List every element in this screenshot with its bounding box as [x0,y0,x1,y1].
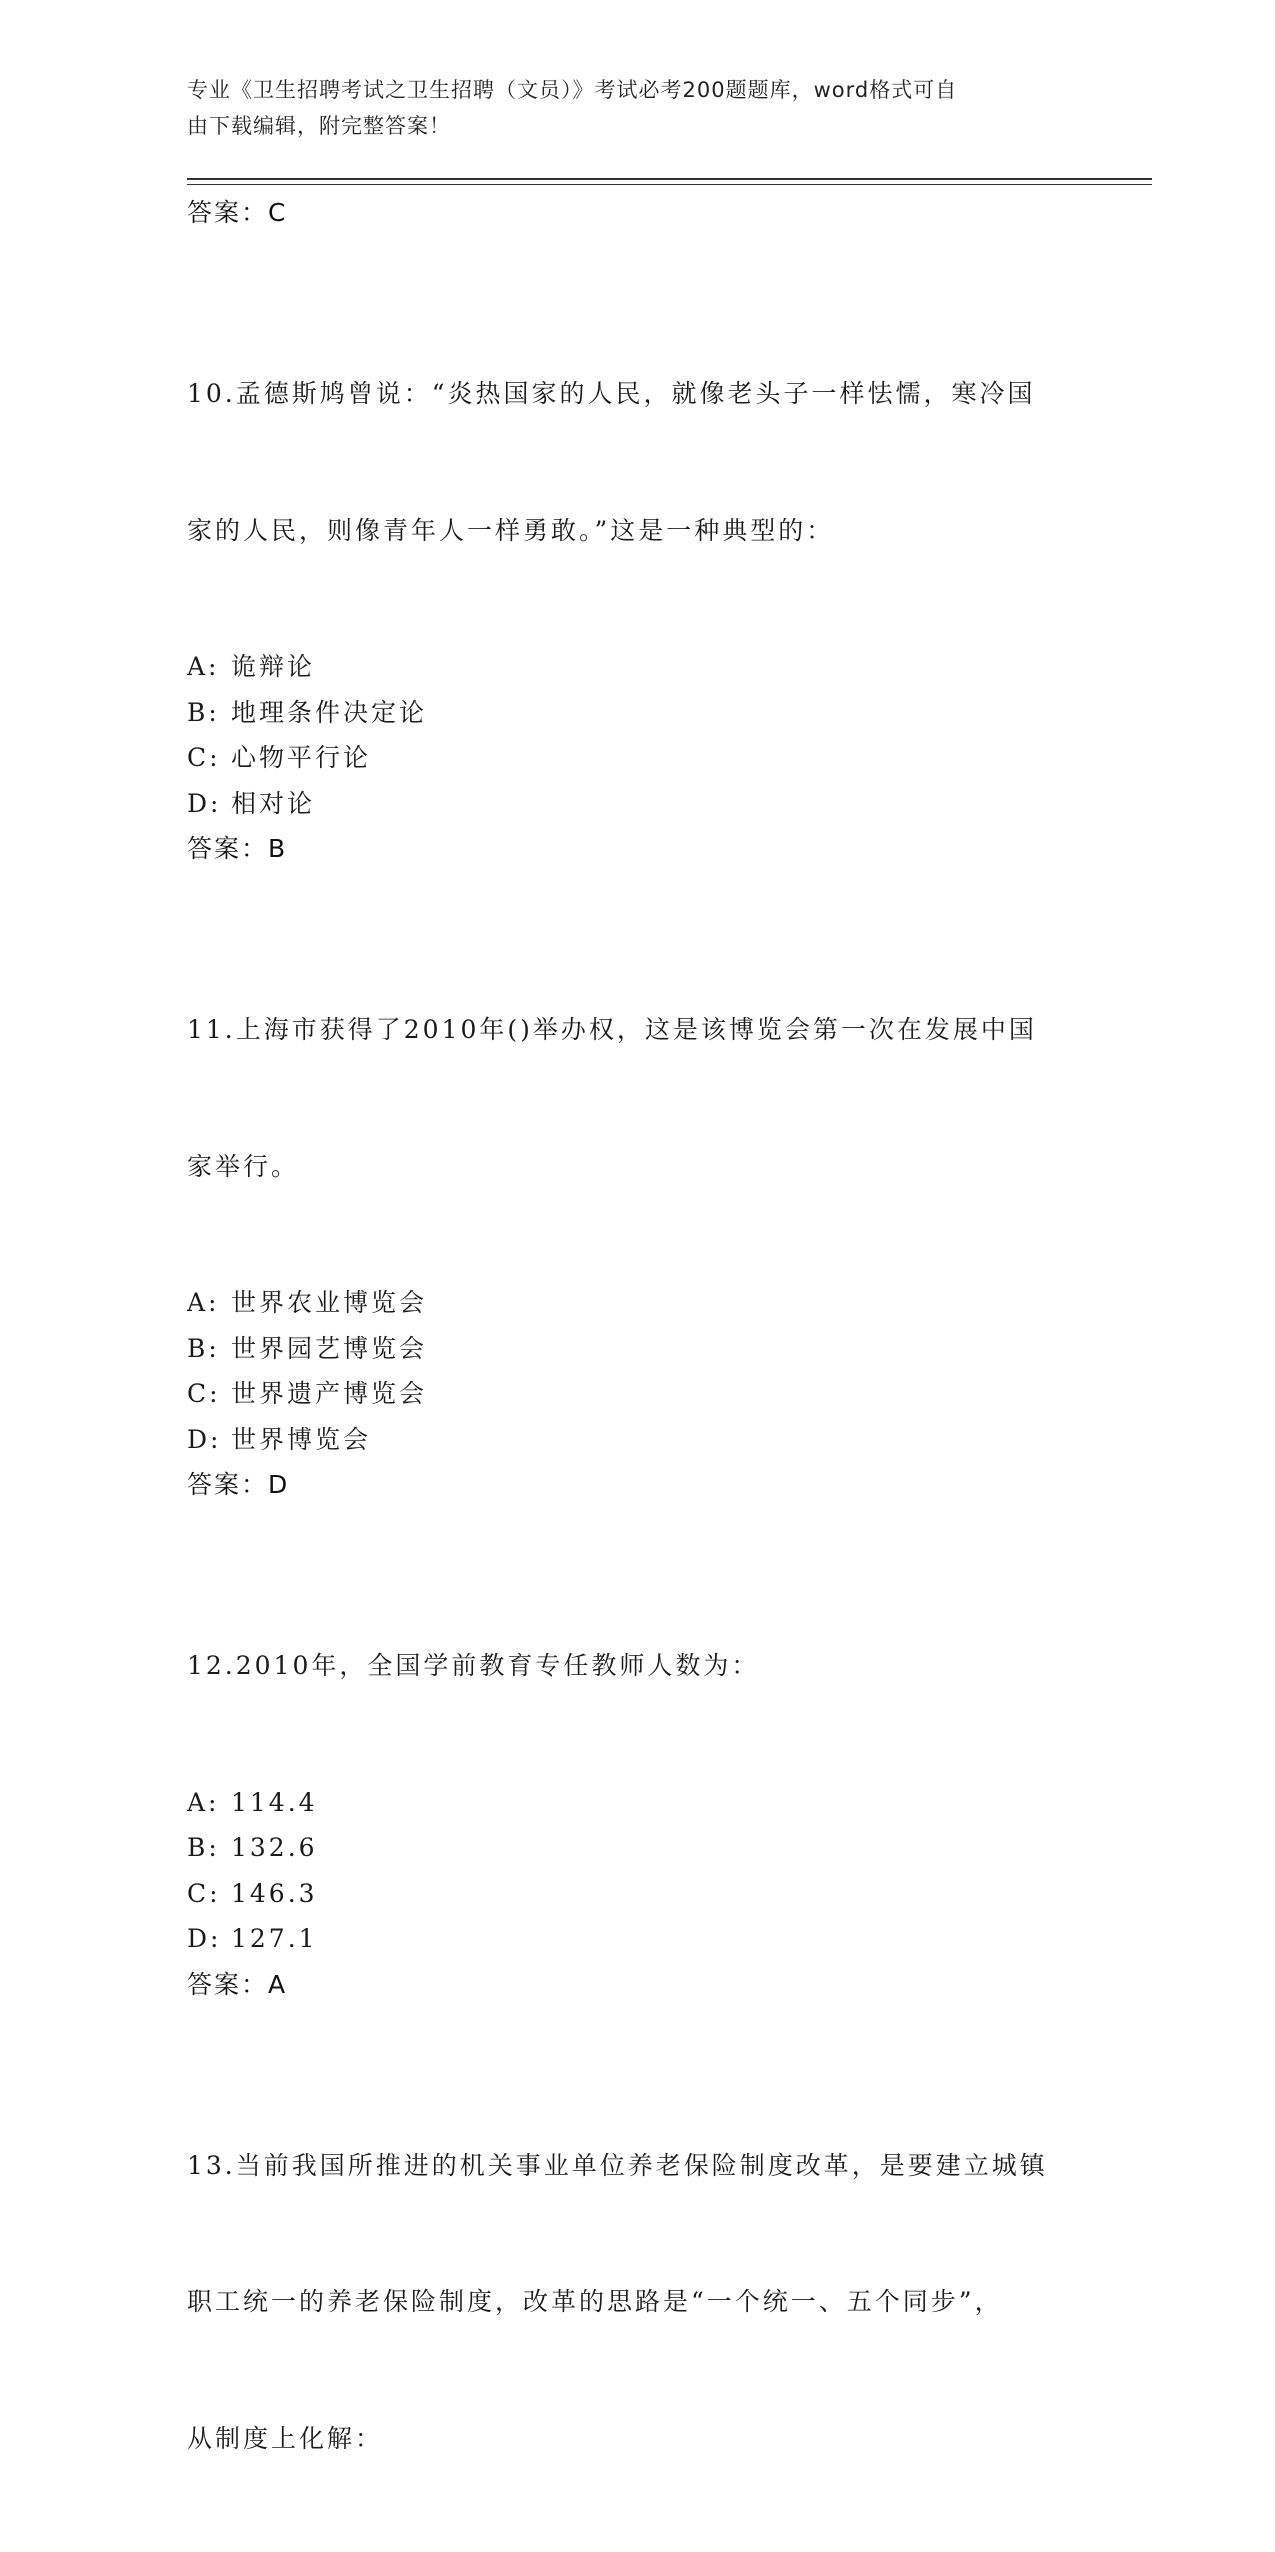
question-answer [187,826,1087,872]
option-d [187,1417,1087,1463]
option-text: 世界博览会 [231,1425,371,1454]
stem-line: 家举行。 [187,1144,1087,1190]
document-header [187,72,1067,144]
previous-answer [187,190,1087,236]
option-text: 诡辩论 [231,652,315,681]
option-text: 127.1 [231,1924,318,1953]
answer-value: D [268,1470,287,1499]
question-12 [187,1552,1087,2008]
option-text: 地理条件决定论 [231,698,427,727]
stem-line: 13.当前我国所推进的机关事业单位养老保险制度改革，是要建立城镇 [187,2143,1087,2189]
stem-line: 家的人民，则像青年人一样勇敢。”这是一种典型的： [187,508,1087,554]
option-c [187,1871,1087,1917]
option-d [187,1916,1087,1962]
answer-label: 答案： [187,1470,268,1499]
option-b [187,690,1087,736]
option-key: D: [187,1417,231,1463]
stem-line: 从制度上化解： [187,2416,1087,2462]
question-answer [187,1462,1087,1508]
question-10 [187,280,1087,872]
question-11 [187,916,1087,1508]
answer-label: 答案： [187,1970,268,1999]
option-key: C: [187,735,231,781]
option-text: 心物平行论 [231,743,371,772]
answer-value: B [268,834,285,863]
option-key: B: [187,690,231,736]
question-stem [187,916,1087,1280]
option-text: 相对论 [231,789,315,818]
option-text: 146.3 [231,1879,318,1908]
stem-line: 10.孟德斯鸠曾说：“炎热国家的人民，就像老头子一样怯懦，寒冷国 [187,371,1087,417]
option-key: A: [187,1280,231,1326]
option-text: 132.6 [231,1833,318,1862]
option-key: B: [187,1825,231,1871]
option-a [187,644,1087,690]
option-key: D: [187,781,231,827]
option-c [187,735,1087,781]
answer-value: C [268,198,285,227]
option-text: 世界农业博览会 [231,1288,427,1317]
question-answer [187,1962,1087,2008]
header-divider-thin [187,184,1152,185]
question-list [187,190,1087,2552]
answer-label: 答案： [187,834,268,863]
option-a [187,1280,1087,1326]
question-stem [187,1552,1087,1780]
option-key: A: [187,644,231,690]
option-key: A: [187,1780,231,1826]
header-line-1: 专业《卫生招聘考试之卫生招聘（文员）》考试必考200题题库，word格式可自 [187,72,1067,108]
stem-line: 12.2010年，全国学前教育专任教师人数为： [187,1643,1087,1689]
answer-value: A [268,1970,285,1999]
question-stem [187,2052,1087,2552]
option-text: 世界园艺博览会 [231,1334,427,1363]
stem-line: 11.上海市获得了2010年()举办权，这是该博览会第一次在发展中国 [187,1007,1087,1053]
option-d [187,781,1087,827]
stem-line: 职工统一的养老保险制度，改革的思路是“一个统一、五个同步”， [187,2279,1087,2325]
option-text: 世界遗产博览会 [231,1379,427,1408]
header-divider-thick [187,178,1152,180]
option-text: 114.4 [231,1788,318,1817]
option-key: C: [187,1371,231,1417]
option-key: B: [187,1326,231,1372]
answer-label: 答案： [187,198,268,227]
option-a [187,1780,1087,1826]
option-b [187,1326,1087,1372]
option-key: D: [187,1916,231,1962]
option-c [187,1371,1087,1417]
option-b [187,1825,1087,1871]
header-line-2: 由下载编辑，附完整答案！ [187,108,1067,144]
question-stem [187,280,1087,644]
question-13 [187,2052,1087,2552]
option-key: C: [187,1871,231,1917]
